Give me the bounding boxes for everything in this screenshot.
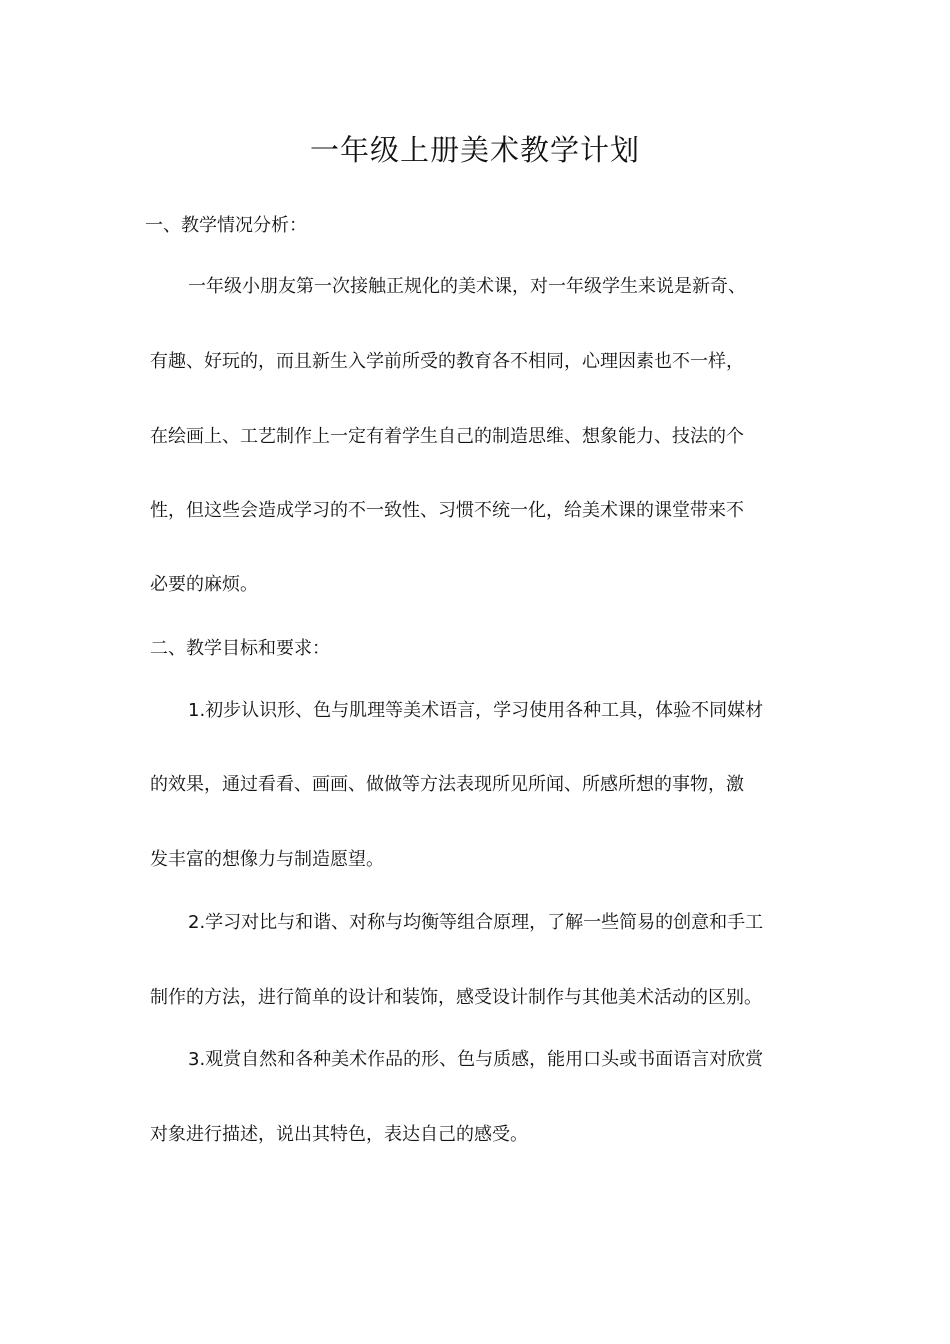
goal-item-1-line: 的效果，通过看看、画画、做做等方法表现所见所闻、所感所想的事物，激	[150, 774, 744, 795]
goal-item-1-line: 1.初步认识形、色与肌理等美术语言，学习使用各种工具，体验不同媒材	[188, 700, 764, 721]
paragraph-line: 必要的麻烦。	[150, 574, 258, 595]
goal-item-3-line: 对象进行描述，说出其特色，表达自己的感受。	[150, 1124, 528, 1145]
paragraph-line: 性，但这些会造成学习的不一致性、习惯不统一化，给美术课的课堂带来不	[150, 500, 744, 521]
goal-item-2-line: 2.学习对比与和谐、对称与均衡等组合原理，了解一些简易的创意和手工	[188, 912, 764, 933]
paragraph-line: 有趣、好玩的，而且新生入学前所受的教育各不相同，心理因素也不一样，	[150, 351, 744, 372]
document-title: 一年级上册美术教学计划	[309, 133, 640, 167]
section-heading-analysis: 一、教学情况分析：	[145, 215, 307, 236]
goal-item-1-line: 发丰富的想像力与制造愿望。	[150, 849, 384, 870]
goal-item-3-line: 3.观赏自然和各种美术作品的形、色与质感，能用口头或书面语言对欣赏	[188, 1049, 764, 1070]
paragraph-line: 在绘画上、工艺制作上一定有着学生自己的制造思维、想象能力、技法的个	[150, 426, 744, 447]
goal-item-2-line: 制作的方法，进行简单的设计和装饰，感受设计制作与其他美术活动的区别。	[150, 987, 762, 1008]
section-heading-goals: 二、教学目标和要求：	[150, 638, 330, 659]
paragraph-line: 一年级小朋友第一次接触正规化的美术课，对一年级学生来说是新奇、	[188, 276, 746, 297]
